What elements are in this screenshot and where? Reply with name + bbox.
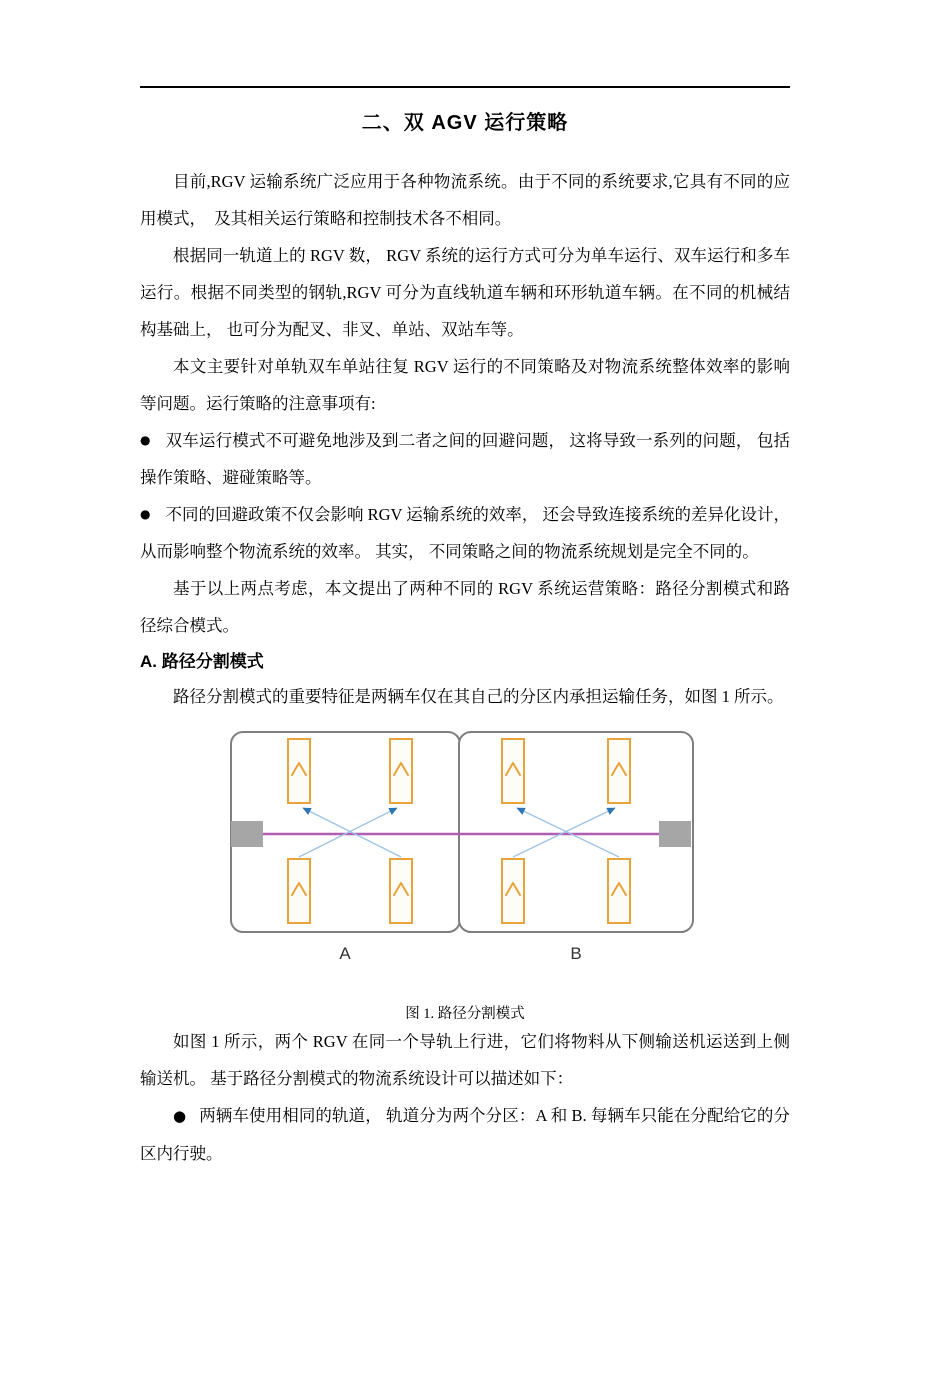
document-page bbox=[0, 86, 926, 1395]
document-content bbox=[0, 86, 926, 1212]
figure-caption: 图 1. 路径分割模式 bbox=[405, 1006, 525, 1022]
conveyor-b-bottom-left bbox=[502, 859, 524, 923]
bullet-item-3 bbox=[140, 1097, 790, 1172]
paragraph-focus: 本文主要针对单轨双车单站往复 RGV 运行的不同策略及对物流系统整体效率的影响等问题。运行策略的注意事项有: bbox=[140, 357, 790, 413]
conveyor-a-top-left bbox=[288, 739, 310, 803]
rgv-path-partition-diagram bbox=[228, 729, 698, 967]
bullet-text-2: 不同的回避政策不仅会影响 RGV 运输系统的效率， 还会导致连接系统的差异化设计， 从而影响整个物流系统的效率。 其实， 不同策略之间的物流系统规划是完全不同的。 bbox=[140, 505, 790, 561]
station-left bbox=[231, 821, 263, 847]
section-a-heading: A. 路径分割模式 bbox=[140, 652, 264, 671]
conveyor-a-bottom-left bbox=[288, 859, 310, 923]
bullet-icon: ● bbox=[140, 433, 151, 447]
header-rule bbox=[140, 86, 790, 88]
conveyor-b-bottom-right bbox=[608, 859, 630, 923]
zone-b-label: B bbox=[570, 944, 582, 963]
bullet-text-1: 双车运行模式不可避免地涉及到二者之间的回避问题， 这将导致一系列的问题， 包括操作策略、避碰策略等。 bbox=[140, 431, 790, 487]
document-title: 二、双 AGV 运行策略 bbox=[361, 112, 569, 134]
conveyor-a-top-right bbox=[390, 739, 412, 803]
paragraph-classification: 根据同一轨道上的 RGV 数， RGV 系统的运行方式可分为单车运行、双车运行和多车运行。根据不同类型的钢轨,RGV 可分为直线轨道车辆和环形轨道车辆。在不同的机械结构基础上， 也可分为配叉、非叉、单站、双站车等。 bbox=[140, 246, 790, 339]
zone-a-label: A bbox=[339, 944, 351, 963]
paragraph-intro: 目前,RGV 运输系统广泛应用于各种物流系统。由于不同的系统要求,它具有不同的应用模式， 及其相关运行策略和控制技术各不相同。 bbox=[140, 172, 790, 228]
figure-1 bbox=[228, 729, 698, 1023]
conveyor-b-top-right bbox=[608, 739, 630, 803]
figure-1-drawing bbox=[228, 729, 698, 972]
paragraph-mode-a-desc: 路径分割模式的重要特征是两辆车仅在其自己的分区内承担运输任务，如图 1 所示。 bbox=[173, 687, 784, 706]
zone-a-outline bbox=[231, 732, 460, 932]
station-right bbox=[659, 821, 691, 847]
bullet-icon: ● bbox=[140, 507, 151, 521]
conveyor-b-top-left bbox=[502, 739, 524, 803]
paragraph-two-modes: 基于以上两点考虑，本文提出了两种不同的 RGV 系统运营策略：路径分割模式和路径综合模式。 bbox=[140, 579, 790, 635]
bullet-item-1 bbox=[140, 422, 790, 496]
bullet-icon: ● bbox=[173, 1107, 187, 1125]
conveyor-a-bottom-right bbox=[390, 859, 412, 923]
bullet-text-3: 两辆车使用相同的轨道， 轨道分为两个分区：A 和 B. 每辆车只能在分配给它的分区内行驶。 bbox=[140, 1106, 791, 1163]
bullet-item-2 bbox=[140, 496, 790, 570]
paragraph-figure-desc: 如图 1 所示，两个 RGV 在同一个导轨上行进，它们将物料从下侧输送机运送到上侧输送机。 基于路径分割模式的物流系统设计可以描述如下： bbox=[140, 1032, 790, 1088]
zone-b-outline bbox=[459, 732, 693, 932]
